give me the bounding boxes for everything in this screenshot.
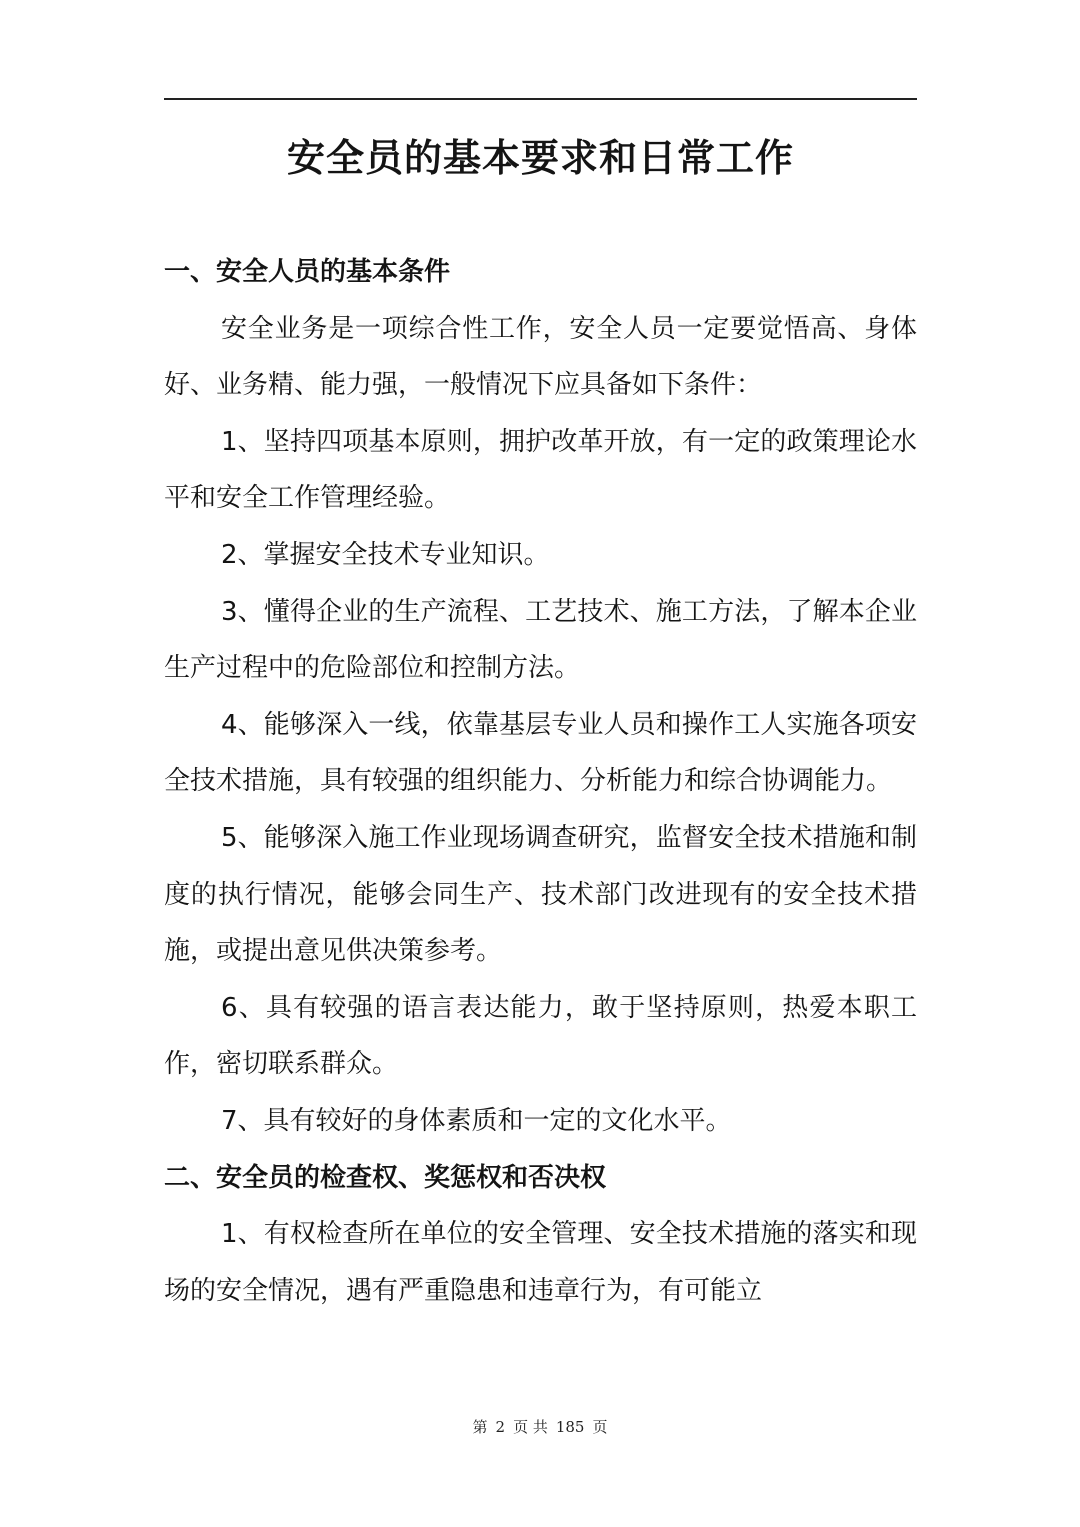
section-1-item-4: 4、能够深入一线，依靠基层专业人员和操作工人实施各项安全技术措施，具有较强的组织能力、分析能力和综合协调能力。 bbox=[164, 709, 917, 797]
section-heading-1: 一、安全人员的基本条件 bbox=[164, 257, 451, 287]
footer-prefix: 第 bbox=[472, 1418, 488, 1436]
section-heading-2: 二、安全员的检查权、奖惩权和否决权 bbox=[164, 1162, 607, 1193]
page-footer bbox=[0, 1414, 1080, 1440]
section-1-item-2: 2、掌握安全技术专业知识。 bbox=[221, 539, 550, 570]
document-title: 安全员的基本要求和日常工作 bbox=[286, 136, 794, 180]
section-2-item-1: 1、有权检查所在单位的安全管理、安全技术措施的落实和现场的安全情况，遇有严重隐患和违章行为，有可能立 bbox=[164, 1219, 917, 1306]
footer-suffix: 页 bbox=[592, 1418, 608, 1436]
footer-middle: 页 共 bbox=[513, 1418, 548, 1436]
header-rule bbox=[164, 98, 917, 100]
footer-total-pages: 185 bbox=[555, 1418, 585, 1436]
section-1-item-5: 5、能够深入施工作业现场调查研究，监督安全技术措施和制度的执行情况，能够会同生产、技术部门改进现有的安全技术措施，或提出意见供决策参考。 bbox=[164, 822, 917, 967]
section-1-item-7: 7、具有较好的身体素质和一定的文化水平。 bbox=[221, 1105, 732, 1136]
section-1-intro: 安全业务是一项综合性工作，安全人员一定要觉悟高、身体好、业务精、能力强，一般情况下应具备如下条件： bbox=[164, 313, 917, 401]
section-1-item-1: 1、坚持四项基本原则，拥护改革开放，有一定的政策理论水平和安全工作管理经验。 bbox=[164, 426, 917, 514]
document-body bbox=[164, 244, 917, 1319]
section-1-item-3: 3、懂得企业的生产流程、工艺技术、施工方法，了解本企业生产过程中的危险部位和控制方法。 bbox=[164, 596, 917, 684]
footer-page-number: 2 bbox=[495, 1418, 506, 1436]
section-1-item-6: 6、具有较强的语言表达能力，敢于坚持原则，热爱本职工作，密切联系群众。 bbox=[164, 992, 917, 1080]
